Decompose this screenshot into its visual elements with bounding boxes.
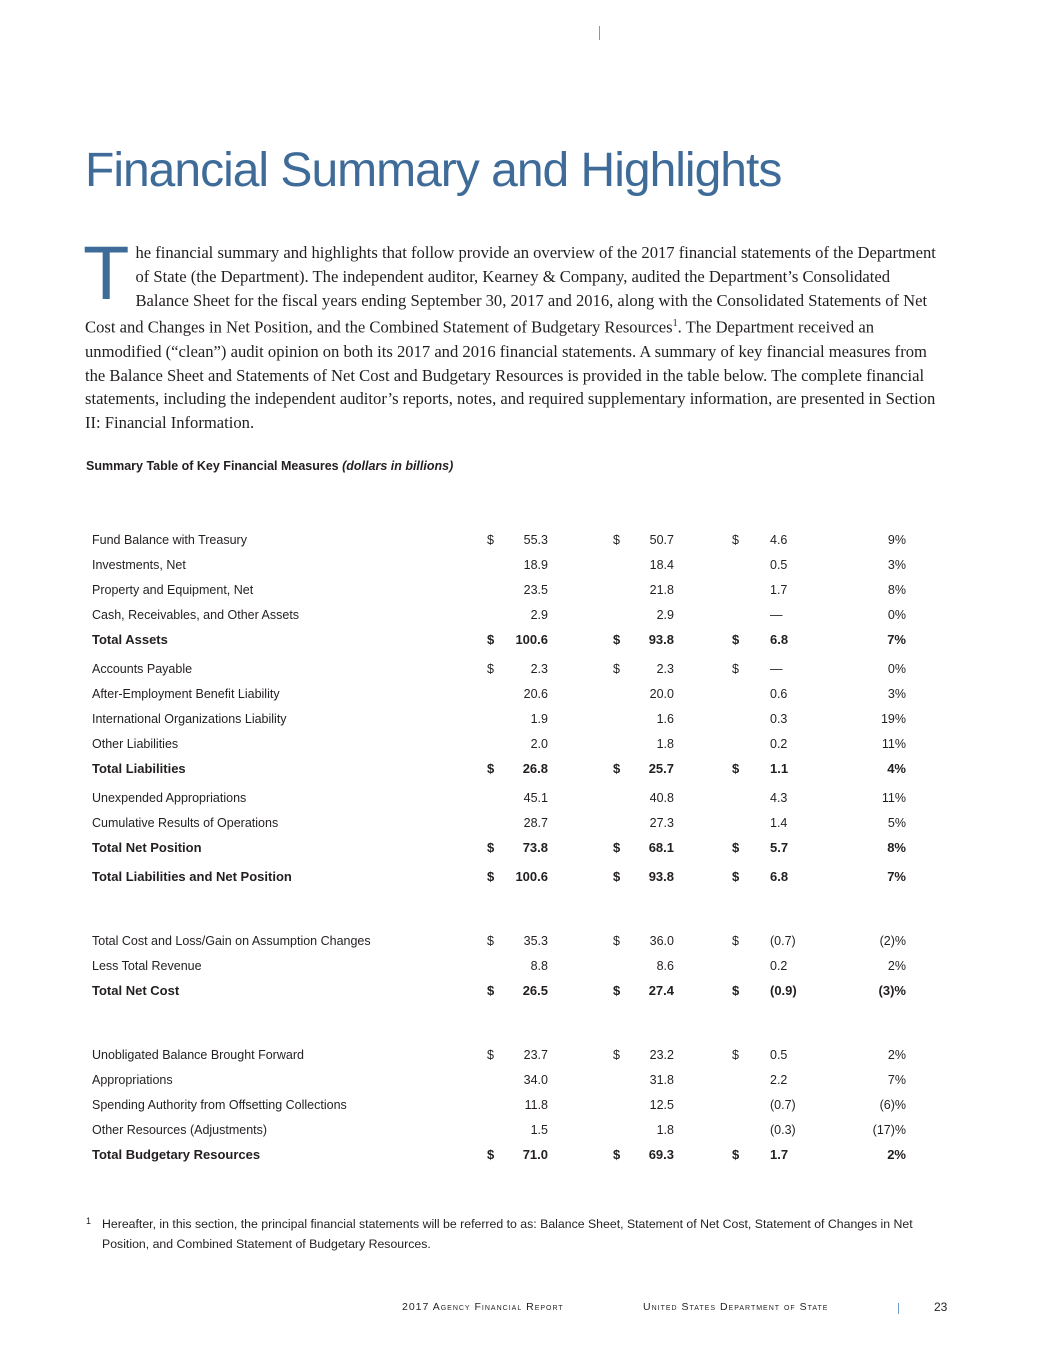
percent-change: 19%	[880, 712, 906, 726]
value-2016: 18.4	[649, 558, 674, 572]
value-change: (0.3)	[770, 1123, 796, 1137]
value-2017: 73.8	[522, 840, 548, 855]
percent-change: 2%	[887, 1147, 906, 1162]
dollar-sign: $	[487, 1147, 495, 1162]
value-2017: 1.9	[530, 712, 548, 726]
dollar-sign: $	[487, 1048, 494, 1062]
percent-change: 3%	[887, 558, 906, 572]
table-row	[92, 812, 912, 834]
percent-change: (3)%	[878, 983, 906, 998]
row-label: Investments, Net	[92, 558, 186, 572]
value-change: 4.3	[770, 791, 788, 805]
row-label: Other Liabilities	[92, 737, 179, 751]
value-2017: 20.6	[523, 687, 548, 701]
dollar-sign: $	[487, 662, 494, 676]
dollar-sign: $	[487, 934, 494, 948]
value-2016: 69.3	[648, 1147, 674, 1162]
table-total-row	[92, 866, 912, 888]
value-2016: 31.8	[649, 1073, 674, 1087]
footer-separator	[898, 1303, 899, 1314]
value-change: 0.5	[770, 558, 788, 572]
value-change: (0.9)	[770, 983, 797, 998]
row-label: Spending Authority from Offsetting Collections	[92, 1098, 347, 1112]
value-2016: 68.1	[648, 840, 674, 855]
table-row	[92, 683, 912, 705]
row-label: Fund Balance with Treasury	[92, 533, 247, 547]
row-label: Accounts Payable	[92, 662, 193, 676]
dollar-sign: $	[613, 983, 621, 998]
value-2016: 40.8	[649, 791, 674, 805]
value-2017: 55.3	[523, 533, 548, 547]
value-2017: 26.8	[522, 761, 548, 776]
row-label: Total Net Cost	[92, 983, 180, 998]
table-row	[92, 1069, 912, 1091]
dollar-sign: $	[732, 662, 739, 676]
value-2017: 100.6	[515, 632, 548, 647]
intro-paragraph	[83, 231, 947, 435]
table-caption-title: Summary Table of Key Financial Measures	[86, 459, 339, 473]
value-2017: 100.6	[515, 869, 548, 884]
value-change: 0.3	[770, 712, 788, 726]
value-2016: 27.3	[649, 816, 674, 830]
percent-change: 0%	[887, 662, 906, 676]
footnote	[86, 1215, 956, 1254]
value-change: 1.7	[770, 1147, 789, 1162]
header-rule	[599, 26, 600, 40]
percent-change: 7%	[887, 869, 906, 884]
dollar-sign: $	[732, 983, 740, 998]
table-caption	[86, 459, 453, 473]
percent-change: 2%	[887, 959, 906, 973]
value-2016: 20.0	[649, 687, 674, 701]
dollar-sign: $	[487, 533, 494, 547]
percent-change: 11%	[881, 791, 906, 805]
value-change: 0.6	[770, 687, 788, 701]
dollar-sign: $	[732, 1048, 739, 1062]
dollar-sign: $	[487, 840, 495, 855]
row-label: After-Employment Benefit Liability	[92, 687, 280, 701]
dollar-sign: $	[732, 840, 740, 855]
dollar-sign: $	[613, 761, 621, 776]
percent-change: 3%	[887, 687, 906, 701]
table-row	[92, 733, 912, 755]
dollar-sign: $	[613, 840, 621, 855]
percent-change: 8%	[887, 583, 906, 597]
footnote-text: Hereafter, in this section, the principal financial statements will be referred to as: Balance Sheet, Statement of Net Cost, Statement of Changes in Net Position, and Combined Statement of Budgetary Resources.	[102, 1217, 913, 1251]
value-2017: 2.9	[530, 608, 548, 622]
value-2016: 36.0	[649, 934, 674, 948]
row-label: International Organizations Liability	[92, 712, 287, 726]
value-2017: 2.0	[530, 737, 548, 751]
table-total-row	[92, 1144, 912, 1166]
row-label: Appropriations	[92, 1073, 173, 1087]
value-change: (0.7)	[770, 934, 796, 948]
row-label: Unobligated Balance Brought Forward	[92, 1048, 304, 1062]
dollar-sign: $	[613, 533, 620, 547]
dollar-sign: $	[732, 761, 740, 776]
value-2016: 1.8	[656, 737, 674, 751]
value-change: 0.5	[770, 1048, 788, 1062]
percent-change: 11%	[881, 737, 906, 751]
value-2016: 21.8	[649, 583, 674, 597]
value-2017: 8.8	[530, 959, 548, 973]
table-row	[92, 579, 912, 601]
value-2017: 45.1	[523, 791, 548, 805]
dollar-sign: $	[487, 869, 495, 884]
percent-change: (6)%	[879, 1098, 906, 1112]
dollar-sign: $	[732, 1147, 740, 1162]
footer-department: United States Department of State	[643, 1301, 829, 1313]
dollar-sign: $	[732, 632, 740, 647]
intro-text: he financial summary and highlights that follow provide an overview of the 2017 financial statements of the Department of State (the Department). The independent auditor, Kearney & Company, audited the Department’s Consolidated Balance Sheet for the fiscal years ending September 30, 2017 and 2016, along with the Consolidated Statements of Net Cost and Changes in Net Position, and the Combined Statement of Budgetary Resources	[85, 243, 936, 337]
value-2016: 12.5	[649, 1098, 674, 1112]
value-2017: 1.5	[530, 1123, 548, 1137]
drop-cap: T	[83, 231, 130, 316]
value-change: 2.2	[770, 1073, 788, 1087]
value-change: 6.8	[770, 632, 789, 647]
value-change: —	[770, 608, 783, 622]
table-row	[92, 708, 912, 730]
value-2016: 93.8	[648, 632, 674, 647]
dollar-sign: $	[613, 1147, 621, 1162]
value-2016: 1.8	[656, 1123, 674, 1137]
footer-report-title: 2017 Agency Financial Report	[402, 1301, 564, 1313]
value-2016: 50.7	[649, 533, 674, 547]
percent-change: 2%	[887, 1048, 906, 1062]
value-2017: 26.5	[522, 983, 548, 998]
value-2016: 27.4	[648, 983, 674, 998]
percent-change: 0%	[887, 608, 906, 622]
value-2017: 28.7	[523, 816, 548, 830]
table-row	[92, 1094, 912, 1116]
percent-change: 4%	[887, 761, 906, 776]
percent-change: 9%	[887, 533, 906, 547]
dollar-sign: $	[732, 934, 739, 948]
percent-change: 8%	[887, 840, 906, 855]
value-2017: 34.0	[523, 1073, 548, 1087]
dollar-sign: $	[613, 1048, 620, 1062]
dollar-sign: $	[732, 869, 740, 884]
table-row	[92, 787, 912, 809]
row-label: Total Assets	[92, 632, 168, 647]
value-2016: 93.8	[648, 869, 674, 884]
page-number: 23	[934, 1300, 948, 1314]
value-change: 6.8	[770, 869, 789, 884]
value-2017: 71.0	[522, 1147, 548, 1162]
dollar-sign: $	[613, 934, 620, 948]
row-label: Total Liabilities and Net Position	[92, 869, 292, 884]
percent-change: (2)%	[879, 934, 906, 948]
row-label: Cash, Receivables, and Other Assets	[92, 608, 300, 622]
value-2016: 2.3	[656, 662, 674, 676]
value-change: 0.2	[770, 959, 788, 973]
dollar-sign: $	[613, 632, 621, 647]
footnote-mark: 1	[86, 1216, 92, 1226]
percent-change: (17)%	[872, 1123, 906, 1137]
row-label: Less Total Revenue	[92, 959, 202, 973]
value-2016: 1.6	[656, 712, 674, 726]
row-label: Total Net Position	[92, 840, 202, 855]
table-caption-units: (dollars in billions)	[342, 459, 454, 473]
row-label: Total Liabilities	[92, 761, 186, 776]
value-change: 5.7	[770, 840, 789, 855]
intro-text-continued: . The Department received an unmodified (“clean”) audit opinion on both its 2017 and 2016 financial statements. A summary of key financial measures from the Balance Sheet and Statements of Net Cost and Budgetary Resources is provided in the table below. The complete financial statements, including the independent auditor’s reports, notes, and required supplementary information, are presented in Section II: Financial Information.	[85, 317, 936, 433]
value-change: —	[770, 662, 783, 676]
value-2016: 2.9	[656, 608, 674, 622]
percent-change: 7%	[887, 1073, 906, 1087]
table-row	[92, 1119, 912, 1141]
row-label: Total Budgetary Resources	[92, 1147, 261, 1162]
percent-change: 7%	[887, 632, 906, 647]
percent-change: 5%	[887, 816, 906, 830]
footnote-reference: 1	[672, 318, 678, 330]
value-2017: 23.5	[523, 583, 548, 597]
value-change: 1.7	[770, 583, 788, 597]
value-change: 0.2	[770, 737, 788, 751]
dollar-sign: $	[487, 983, 495, 998]
value-2017: 23.7	[523, 1048, 548, 1062]
table-total-row	[92, 758, 912, 780]
table-row	[92, 1044, 912, 1066]
value-2017: 35.3	[523, 934, 548, 948]
value-change: 1.1	[770, 761, 789, 776]
value-2017: 2.3	[530, 662, 548, 676]
value-change: (0.7)	[770, 1098, 796, 1112]
row-label: Total Cost and Loss/Gain on Assumption Changes	[92, 934, 371, 948]
value-change: 1.4	[770, 816, 788, 830]
value-2016: 23.2	[649, 1048, 674, 1062]
table-row	[92, 604, 912, 626]
table-row	[92, 554, 912, 576]
value-2016: 8.6	[656, 959, 674, 973]
value-2017: 11.8	[524, 1098, 548, 1112]
table-total-row	[92, 837, 912, 859]
table-row	[92, 930, 912, 952]
row-label: Other Resources (Adjustments)	[92, 1123, 268, 1137]
value-change: 4.6	[770, 533, 788, 547]
table-total-row	[92, 980, 912, 1002]
row-label: Property and Equipment, Net	[92, 583, 254, 597]
value-2017: 18.9	[523, 558, 548, 572]
page-title: Financial Summary and Highlights	[85, 144, 782, 197]
table-row	[92, 529, 912, 551]
dollar-sign: $	[732, 533, 739, 547]
row-label: Cumulative Results of Operations	[92, 816, 279, 830]
dollar-sign: $	[613, 662, 620, 676]
value-2016: 25.7	[648, 761, 674, 776]
dollar-sign: $	[487, 761, 495, 776]
dollar-sign: $	[487, 632, 495, 647]
row-label: Unexpended Appropriations	[92, 791, 247, 805]
table-row	[92, 658, 912, 680]
table-total-row	[92, 629, 912, 651]
table-row	[92, 955, 912, 977]
dollar-sign: $	[613, 869, 621, 884]
